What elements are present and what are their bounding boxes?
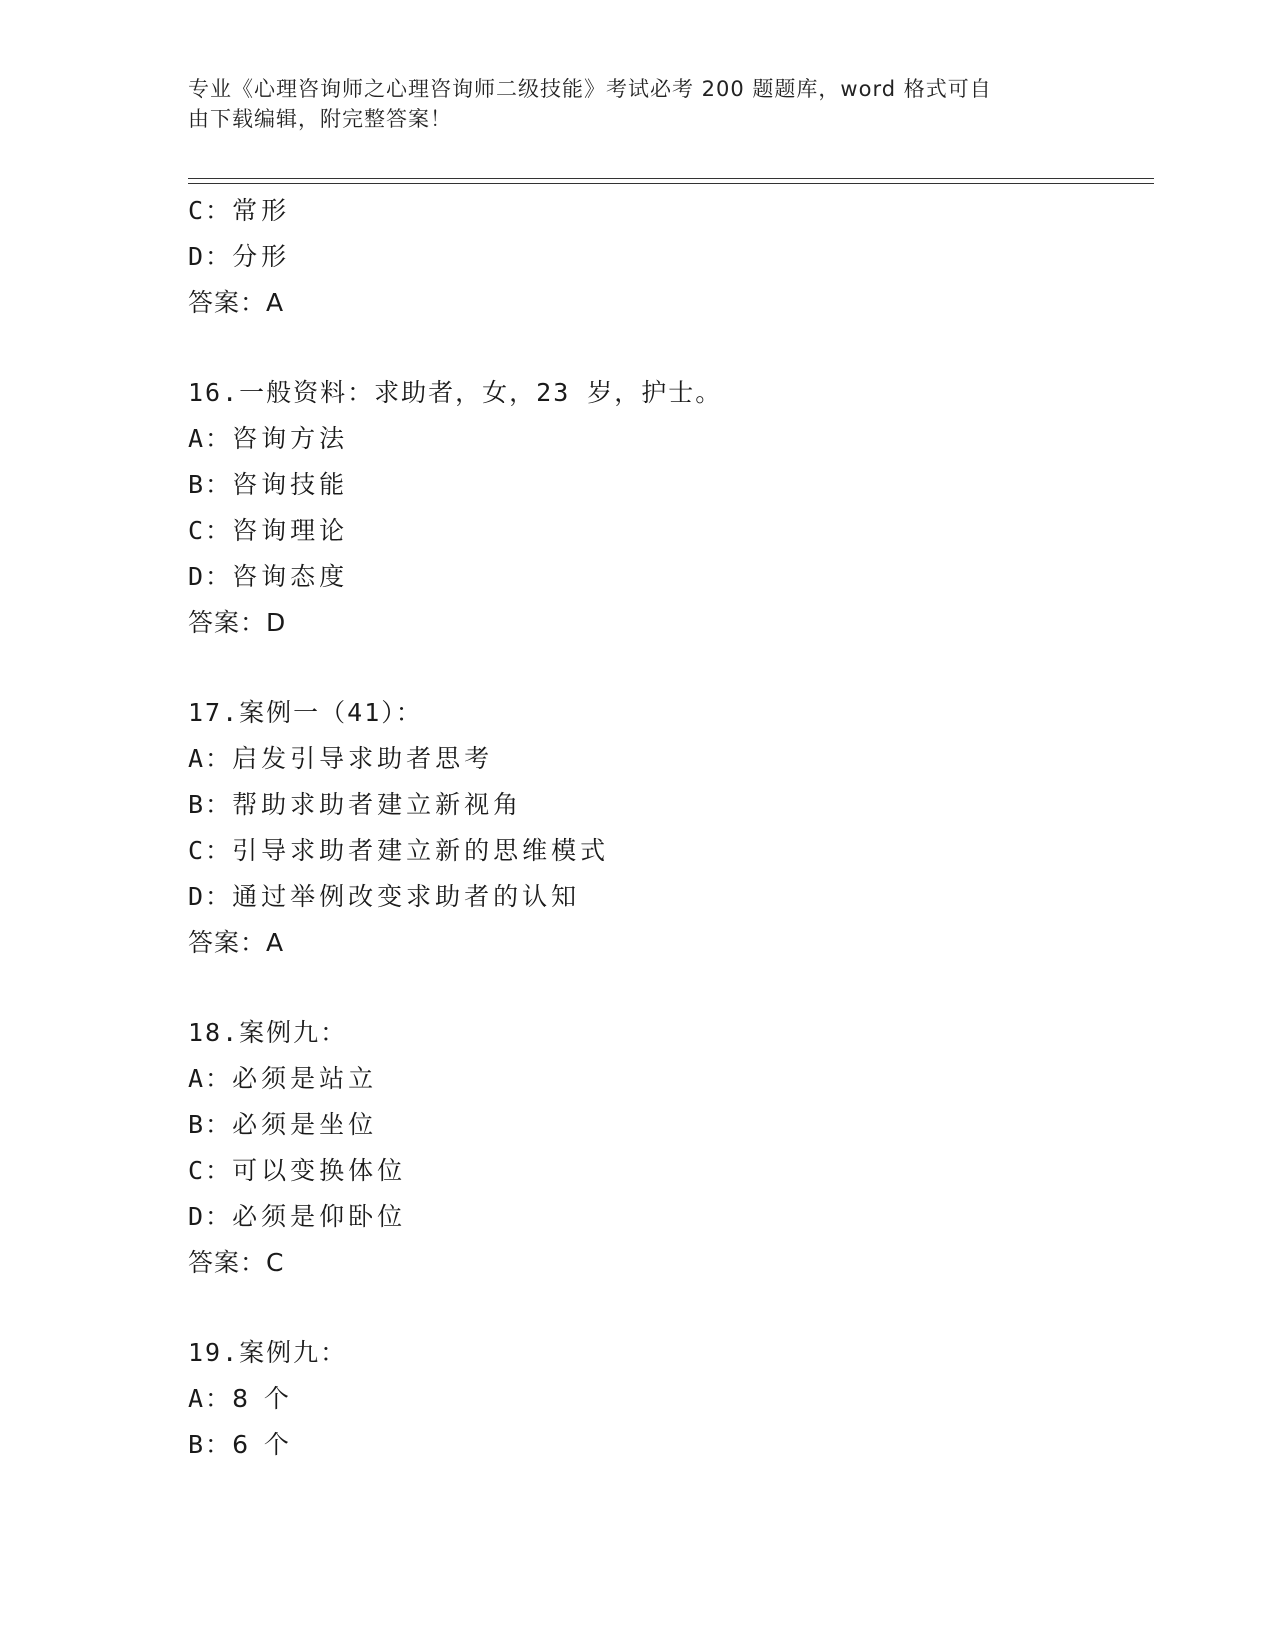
option-key: A： xyxy=(188,1384,233,1413)
option-row xyxy=(188,508,1148,554)
option-text: 8 个 xyxy=(232,1384,293,1413)
option-key: D： xyxy=(188,1202,233,1231)
question-title: 16.一般资料：求助者，女，23 岁，护士。 xyxy=(188,378,723,407)
option-key: C： xyxy=(188,1156,233,1185)
option-row xyxy=(188,828,1148,874)
option-row xyxy=(188,1194,1148,1240)
option-row xyxy=(188,416,1148,462)
option-text: 6 个 xyxy=(232,1430,293,1459)
option-row xyxy=(188,782,1148,828)
header-line-2: 由下载编辑，附完整答案！ xyxy=(188,107,452,131)
question-block-16 xyxy=(188,370,1148,646)
option-row xyxy=(188,462,1148,508)
answer-line: 答案：C xyxy=(188,1248,285,1277)
document-header xyxy=(188,74,1068,134)
option-text: 引导求助者建立新的思维模式 xyxy=(232,836,610,865)
option-row xyxy=(188,554,1148,600)
option-key: D： xyxy=(188,242,233,271)
header-line-1: 专业《心理咨询师之心理咨询师二级技能》考试必考 200 题题库，word 格式可自 xyxy=(188,77,992,101)
option-text: 咨询理论 xyxy=(232,516,349,545)
question-block-19 xyxy=(188,1330,1148,1468)
option-text: 通过举例改变求助者的认知 xyxy=(232,882,581,911)
option-text: 咨询技能 xyxy=(232,470,349,499)
answer-line: 答案：A xyxy=(188,928,285,957)
option-text: 启发引导求助者思考 xyxy=(232,744,494,773)
question-title: 17.案例一（41）： xyxy=(188,698,423,727)
option-text: 咨询态度 xyxy=(232,562,349,591)
option-key: D： xyxy=(188,882,233,911)
option-key: A： xyxy=(188,424,233,453)
option-key: A： xyxy=(188,744,233,773)
header-divider-top xyxy=(188,178,1154,179)
option-key: B： xyxy=(188,1430,233,1459)
document-body xyxy=(188,188,1148,1468)
answer-line: 答案：D xyxy=(188,608,287,637)
option-key: A： xyxy=(188,1064,233,1093)
option-text: 可以变换体位 xyxy=(232,1156,407,1185)
option-text: 分形 xyxy=(232,242,291,271)
option-key: B： xyxy=(188,1110,233,1139)
answer-line: 答案：A xyxy=(188,288,285,317)
option-row xyxy=(188,188,1148,234)
option-text: 常形 xyxy=(232,196,291,225)
option-text: 必须是站立 xyxy=(232,1064,378,1093)
question-title: 18.案例九： xyxy=(188,1018,348,1047)
question-title: 19.案例九： xyxy=(188,1338,348,1367)
option-row xyxy=(188,1376,1148,1422)
option-key: B： xyxy=(188,790,233,819)
option-row xyxy=(188,234,1148,280)
option-row xyxy=(188,1102,1148,1148)
option-key: C： xyxy=(188,196,233,225)
option-row xyxy=(188,1422,1148,1468)
question-block-17 xyxy=(188,690,1148,966)
option-text: 帮助求助者建立新视角 xyxy=(232,790,523,819)
question-block-18 xyxy=(188,1010,1148,1286)
option-row xyxy=(188,874,1148,920)
option-text: 必须是仰卧位 xyxy=(232,1202,407,1231)
option-row xyxy=(188,1056,1148,1102)
option-row xyxy=(188,1148,1148,1194)
header-divider-bottom xyxy=(188,183,1154,184)
option-text: 必须是坐位 xyxy=(232,1110,378,1139)
option-text: 咨询方法 xyxy=(232,424,349,453)
option-key: C： xyxy=(188,836,233,865)
option-row xyxy=(188,736,1148,782)
option-key: D： xyxy=(188,562,233,591)
question-block-15 xyxy=(188,188,1148,326)
option-key: C： xyxy=(188,516,233,545)
option-key: B： xyxy=(188,470,233,499)
